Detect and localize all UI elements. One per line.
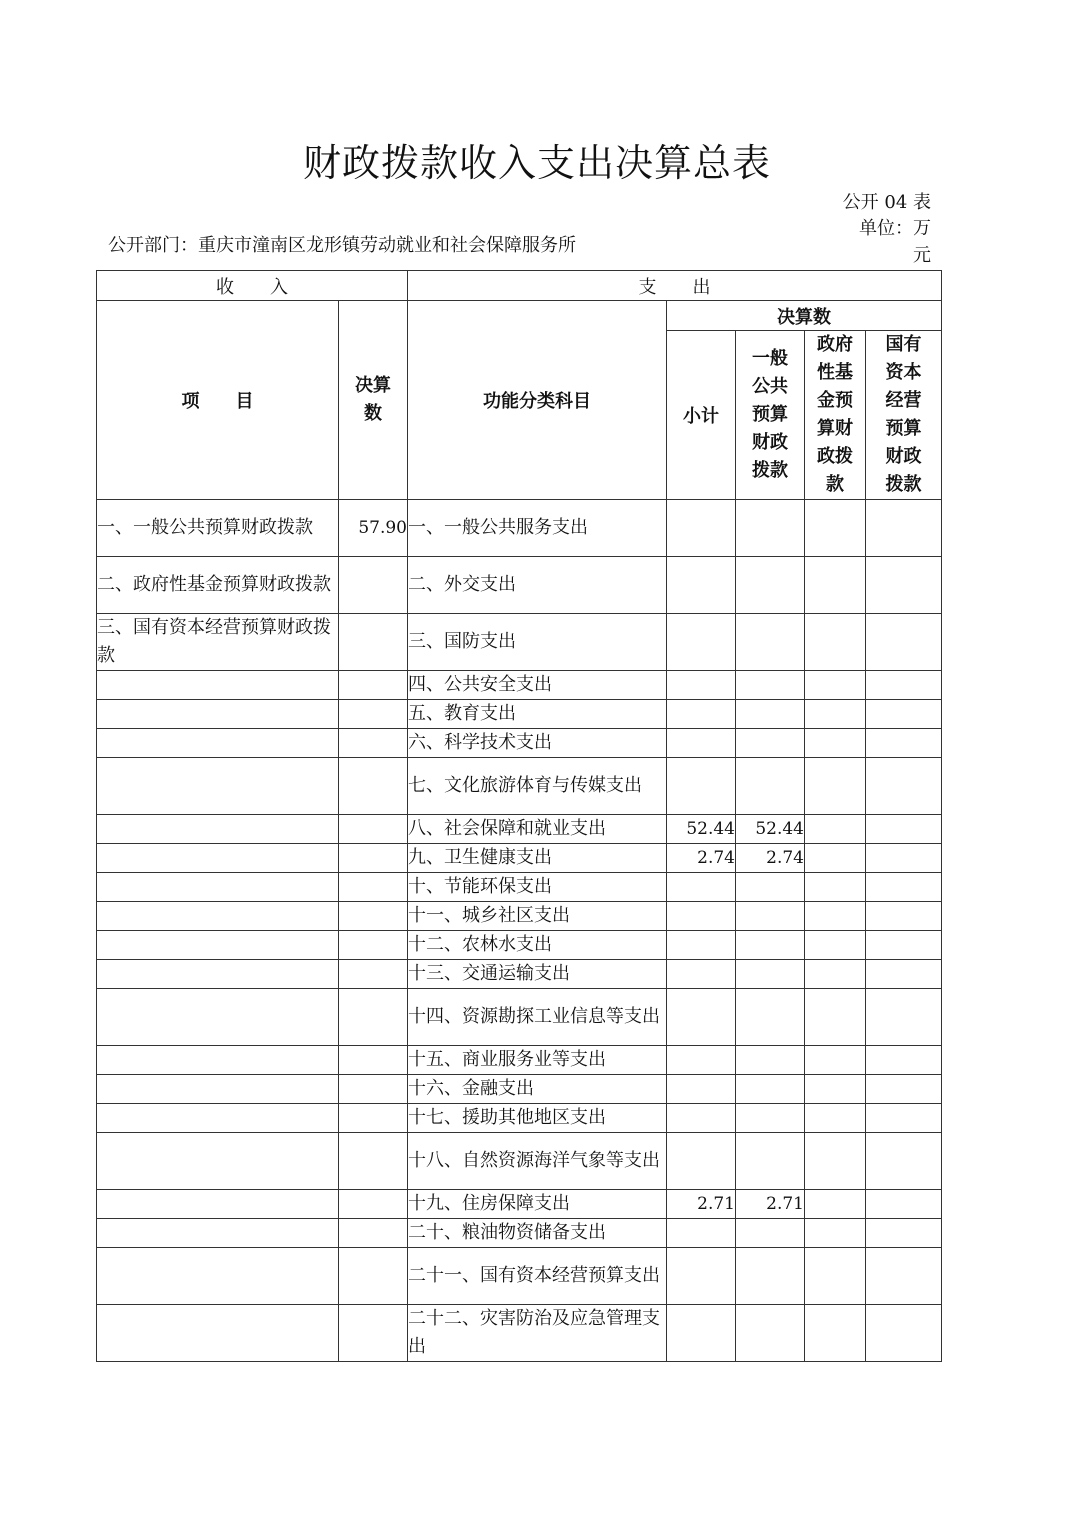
state-capital-cell [866,557,942,614]
income-amount-cell [339,902,408,931]
income-amount-cell: 57.90 [339,500,408,557]
table-row [97,931,942,960]
state-capital-cell [866,1133,942,1190]
expenditure-item-cell: 七、文化旅游体育与传媒支出 [408,758,667,815]
income-item-cell [97,729,339,758]
subtotal-cell [667,729,736,758]
subtotal-cell [667,557,736,614]
table-row [97,671,942,700]
general-budget-cell [736,1305,805,1362]
table-row [97,1248,942,1305]
general-budget-cell [736,500,805,557]
expenditure-item-cell: 五、教育支出 [408,700,667,729]
income-item-cell: 一、一般公共预算财政拨款 [97,500,339,557]
state-capital-cell [866,1104,942,1133]
gov-fund-cell [805,1104,866,1133]
state-capital-cell [866,902,942,931]
general-budget-cell [736,1219,805,1248]
table-row [97,1305,942,1362]
expenditure-header: 支 出 [408,271,942,301]
income-item-cell [97,1248,339,1305]
income-item-cell [97,989,339,1046]
function-subject-header: 功能分类科目 [408,301,667,500]
general-budget-cell [736,960,805,989]
state-capital-cell [866,1046,942,1075]
income-item-cell [97,902,339,931]
income-amount-cell [339,960,408,989]
income-item-cell [97,1305,339,1362]
general-budget-cell [736,989,805,1046]
budget-summary-table [96,270,942,1362]
income-item-cell [97,960,339,989]
gov-fund-cell [805,931,866,960]
subtotal-cell [667,902,736,931]
form-number: 公开 04 表 [842,192,931,213]
gov-fund-cell [805,500,866,557]
general-budget-cell [736,931,805,960]
state-capital-cell [866,758,942,815]
income-amount-cell [339,671,408,700]
expenditure-item-cell: 十六、金融支出 [408,1075,667,1104]
gov-fund-cell [805,1248,866,1305]
expenditure-item-cell: 十七、援助其他地区支出 [408,1104,667,1133]
general-budget-cell [736,671,805,700]
income-amount-cell [339,1104,408,1133]
expenditure-item-cell: 十、节能环保支出 [408,873,667,902]
subtotal-cell [667,1305,736,1362]
subtotal-cell [667,1133,736,1190]
gov-fund-cell [805,815,866,844]
final-amount-group-header: 决算数 [667,301,942,331]
gov-fund-cell [805,1075,866,1104]
table-row [97,729,942,758]
subtotal-cell [667,1248,736,1305]
state-capital-cell [866,815,942,844]
state-capital-cell [866,671,942,700]
expenditure-item-cell: 十九、住房保障支出 [408,1190,667,1219]
table-row [97,844,942,873]
income-item-cell [97,815,339,844]
income-amount-cell [339,1046,408,1075]
general-budget-cell [736,758,805,815]
general-budget-cell [736,902,805,931]
state-capital-header: 国有资本经营预算财政拨款 [866,331,942,500]
subtotal-cell [667,931,736,960]
subtotal-cell [667,1046,736,1075]
expenditure-item-cell: 二十一、国有资本经营预算支出 [408,1248,667,1305]
expenditure-item-cell: 九、卫生健康支出 [408,844,667,873]
expenditure-item-cell: 八、社会保障和就业支出 [408,815,667,844]
page-title: 财政拨款收入支出决算总表 [302,141,771,185]
income-item-cell [97,671,339,700]
subtotal-cell [667,1075,736,1104]
gov-fund-cell [805,557,866,614]
table-row [97,815,942,844]
income-item-cell [97,1190,339,1219]
subtotal-cell: 2.74 [667,844,736,873]
general-budget-cell [736,614,805,671]
table-row [97,902,942,931]
general-budget-cell [736,1046,805,1075]
income-amount-cell [339,614,408,671]
state-capital-cell [866,614,942,671]
general-budget-cell: 52.44 [736,815,805,844]
income-item-cell [97,931,339,960]
general-budget-cell [736,873,805,902]
gov-fund-cell [805,700,866,729]
gov-fund-header: 政府性基金预算财政拨款 [805,331,866,500]
income-amount-cell [339,1219,408,1248]
expenditure-item-cell: 十二、农林水支出 [408,931,667,960]
gov-fund-cell [805,1046,866,1075]
subtotal-cell [667,1219,736,1248]
subtotal-cell [667,873,736,902]
subtotal-cell [667,758,736,815]
income-item-cell [97,1075,339,1104]
general-budget-cell [736,1075,805,1104]
table-row [97,500,942,557]
income-amount-cell [339,1190,408,1219]
general-budget-cell [736,1104,805,1133]
expenditure-item-cell: 二十、粮油物资储备支出 [408,1219,667,1248]
income-amount-cell [339,700,408,729]
income-amount-cell [339,1305,408,1362]
state-capital-cell [866,873,942,902]
subtotal-cell [667,960,736,989]
general-budget-cell [736,729,805,758]
general-budget-cell [736,1133,805,1190]
state-capital-cell [866,1305,942,1362]
gov-fund-cell [805,1219,866,1248]
expenditure-item-cell: 十四、资源勘探工业信息等支出 [408,989,667,1046]
income-item-cell [97,1104,339,1133]
state-capital-cell [866,500,942,557]
expenditure-item-cell: 六、科学技术支出 [408,729,667,758]
table-row [97,758,942,815]
expenditure-item-cell: 四、公共安全支出 [408,671,667,700]
subtotal-cell [667,1104,736,1133]
income-item-cell [97,1046,339,1075]
income-item-cell [97,1133,339,1190]
subtotal-cell [667,500,736,557]
income-amount-cell [339,1075,408,1104]
income-amount-cell [339,1248,408,1305]
state-capital-cell [866,1248,942,1305]
gov-fund-cell [805,989,866,1046]
table-row [97,1104,942,1133]
income-item-cell [97,758,339,815]
gov-fund-cell [805,614,866,671]
general-budget-cell: 2.74 [736,844,805,873]
income-amount-cell [339,989,408,1046]
state-capital-cell [866,1190,942,1219]
table-row [97,873,942,902]
state-capital-cell [866,989,942,1046]
income-item-cell: 二、政府性基金预算财政拨款 [97,557,339,614]
subtotal-cell [667,614,736,671]
gov-fund-cell [805,844,866,873]
general-budget-cell: 2.71 [736,1190,805,1219]
income-item-cell: 三、国有资本经营预算财政拨款 [97,614,339,671]
income-header: 收 入 [97,271,408,301]
gov-fund-cell [805,729,866,758]
income-amount-cell [339,815,408,844]
gov-fund-cell [805,1190,866,1219]
state-capital-cell [866,960,942,989]
state-capital-cell [866,1075,942,1104]
final-amount-header: 决算数 [339,301,408,500]
income-amount-cell [339,873,408,902]
expenditure-item-cell: 二十二、灾害防治及应急管理支出 [408,1305,667,1362]
table-row [97,1046,942,1075]
gov-fund-cell [805,960,866,989]
general-budget-cell [736,700,805,729]
income-item-cell [97,700,339,729]
income-amount-cell [339,729,408,758]
gov-fund-cell [805,671,866,700]
general-budget-cell [736,557,805,614]
gov-fund-cell [805,902,866,931]
item-header: 项 目 [97,301,339,500]
table-row [97,1133,942,1190]
expenditure-item-cell: 十八、自然资源海洋气象等支出 [408,1133,667,1190]
subtotal-cell [667,989,736,1046]
subtotal-header: 小计 [667,331,736,500]
table-row [97,557,942,614]
gov-fund-cell [805,1133,866,1190]
general-budget-cell [736,1248,805,1305]
income-amount-cell [339,557,408,614]
table-row [97,700,942,729]
gov-fund-cell [805,1305,866,1362]
income-item-cell [97,873,339,902]
expenditure-item-cell: 一、一般公共服务支出 [408,500,667,557]
expenditure-item-cell: 十五、商业服务业等支出 [408,1046,667,1075]
state-capital-cell [866,1219,942,1248]
expenditure-item-cell: 三、国防支出 [408,614,667,671]
expenditure-item-cell: 十一、城乡社区支出 [408,902,667,931]
expenditure-item-cell: 十三、交通运输支出 [408,960,667,989]
gov-fund-cell [805,873,866,902]
income-amount-cell [339,758,408,815]
state-capital-cell [866,931,942,960]
department-label: 公开部门：重庆市潼南区龙形镇劳动就业和社会保障服务所 [108,235,576,256]
subtotal-cell [667,700,736,729]
unit-label: 单位：万元 [859,218,931,266]
subtotal-cell [667,671,736,700]
state-capital-cell [866,844,942,873]
table-row [97,989,942,1046]
subtotal-cell: 52.44 [667,815,736,844]
income-item-cell [97,844,339,873]
table-row [97,1075,942,1104]
income-amount-cell [339,1133,408,1190]
general-budget-header: 一般公共预算财政拨款 [736,331,805,500]
table-row [97,1219,942,1248]
gov-fund-cell [805,758,866,815]
income-amount-cell [339,844,408,873]
table-row [97,614,942,671]
expenditure-item-cell: 二、外交支出 [408,557,667,614]
state-capital-cell [866,700,942,729]
table-row [97,960,942,989]
subtotal-cell: 2.71 [667,1190,736,1219]
state-capital-cell [866,729,942,758]
income-item-cell [97,1219,339,1248]
table-row [97,1190,942,1219]
income-amount-cell [339,931,408,960]
